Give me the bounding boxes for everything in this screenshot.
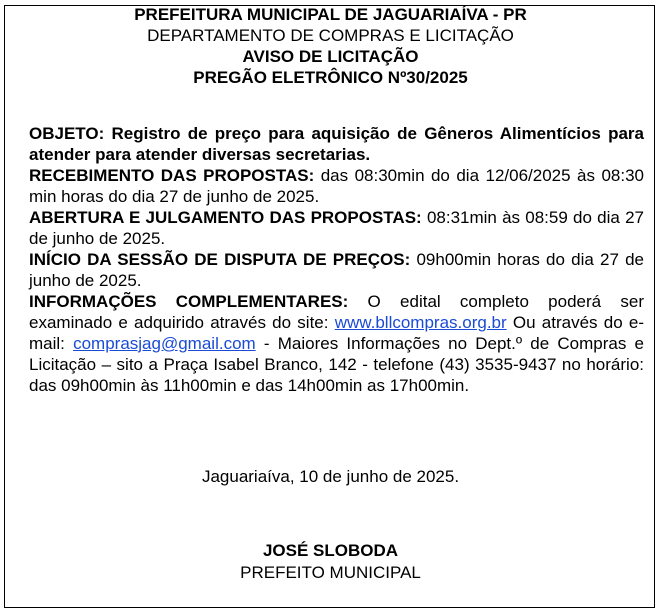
municipality-title: PREFEITURA MUNICIPAL DE JAGUARIAÍVA - PR bbox=[134, 5, 527, 24]
department-title: DEPARTAMENTO DE COMPRAS E LICITAÇÃO bbox=[147, 26, 514, 45]
site-link[interactable]: www.bllcompras.org.br bbox=[334, 313, 507, 332]
info-text-2: Ou através do e-mail: bbox=[29, 313, 644, 353]
notice-body bbox=[29, 123, 644, 396]
objeto-text: Registro de preço para aquisição de Gêneros Alimentícios para atender para atender diversas secretarias. bbox=[29, 124, 644, 164]
recebimento-text: das 08:30min do dia 12/06/2025 às 08:30 min horas do dia 27 de junho de 2025. bbox=[29, 166, 644, 206]
inicio-text: 09h00min horas do dia 27 de junho de 2025. bbox=[29, 250, 644, 290]
auction-number: PREGÃO ELETRÔNICO Nº30/2025 bbox=[193, 68, 468, 87]
notice-title: AVISO DE LICITAÇÃO bbox=[242, 47, 419, 66]
info-label: INFORMAÇÕES COMPLEMENTARES: bbox=[29, 292, 349, 311]
inicio-label: INÍCIO DA SESSÃO DE DISPUTA DE PREÇOS: bbox=[29, 250, 411, 269]
objeto-paragraph bbox=[29, 123, 644, 165]
signer-name: JOSÉ SLOBODA bbox=[262, 541, 399, 560]
inicio-paragraph bbox=[29, 249, 644, 291]
info-text-3: - Maiores Informações no Dept.º de Compras e Licitação – sito a Praça Isabel Branco, 142 - telefone (43) 3535-9437 no horário: das 09h00min às 11h00min e das 14h00min as 17h00min. bbox=[29, 334, 644, 395]
objeto-label: OBJETO: bbox=[29, 124, 105, 143]
email-link[interactable]: comprasjag@gmail.com bbox=[73, 334, 256, 353]
signer-title: PREFEITO MUNICIPAL bbox=[240, 563, 421, 582]
info-text-1: O edital completo poderá ser examinado e adquirido através do site: bbox=[29, 292, 644, 332]
abertura-label: ABERTURA E JULGAMENTO DAS PROPOSTAS: bbox=[29, 208, 422, 227]
info-paragraph bbox=[29, 291, 644, 396]
notice-date: Jaguariaíva, 10 de junho de 2025. bbox=[201, 467, 460, 486]
notice-header bbox=[0, 4, 661, 88]
abertura-paragraph bbox=[29, 207, 644, 249]
recebimento-paragraph bbox=[29, 165, 644, 207]
recebimento-label: RECEBIMENTO DAS PROPOSTAS: bbox=[29, 166, 315, 185]
abertura-text: 08:31min às 08:59 do dia 27 de junho de 2025. bbox=[29, 208, 644, 248]
